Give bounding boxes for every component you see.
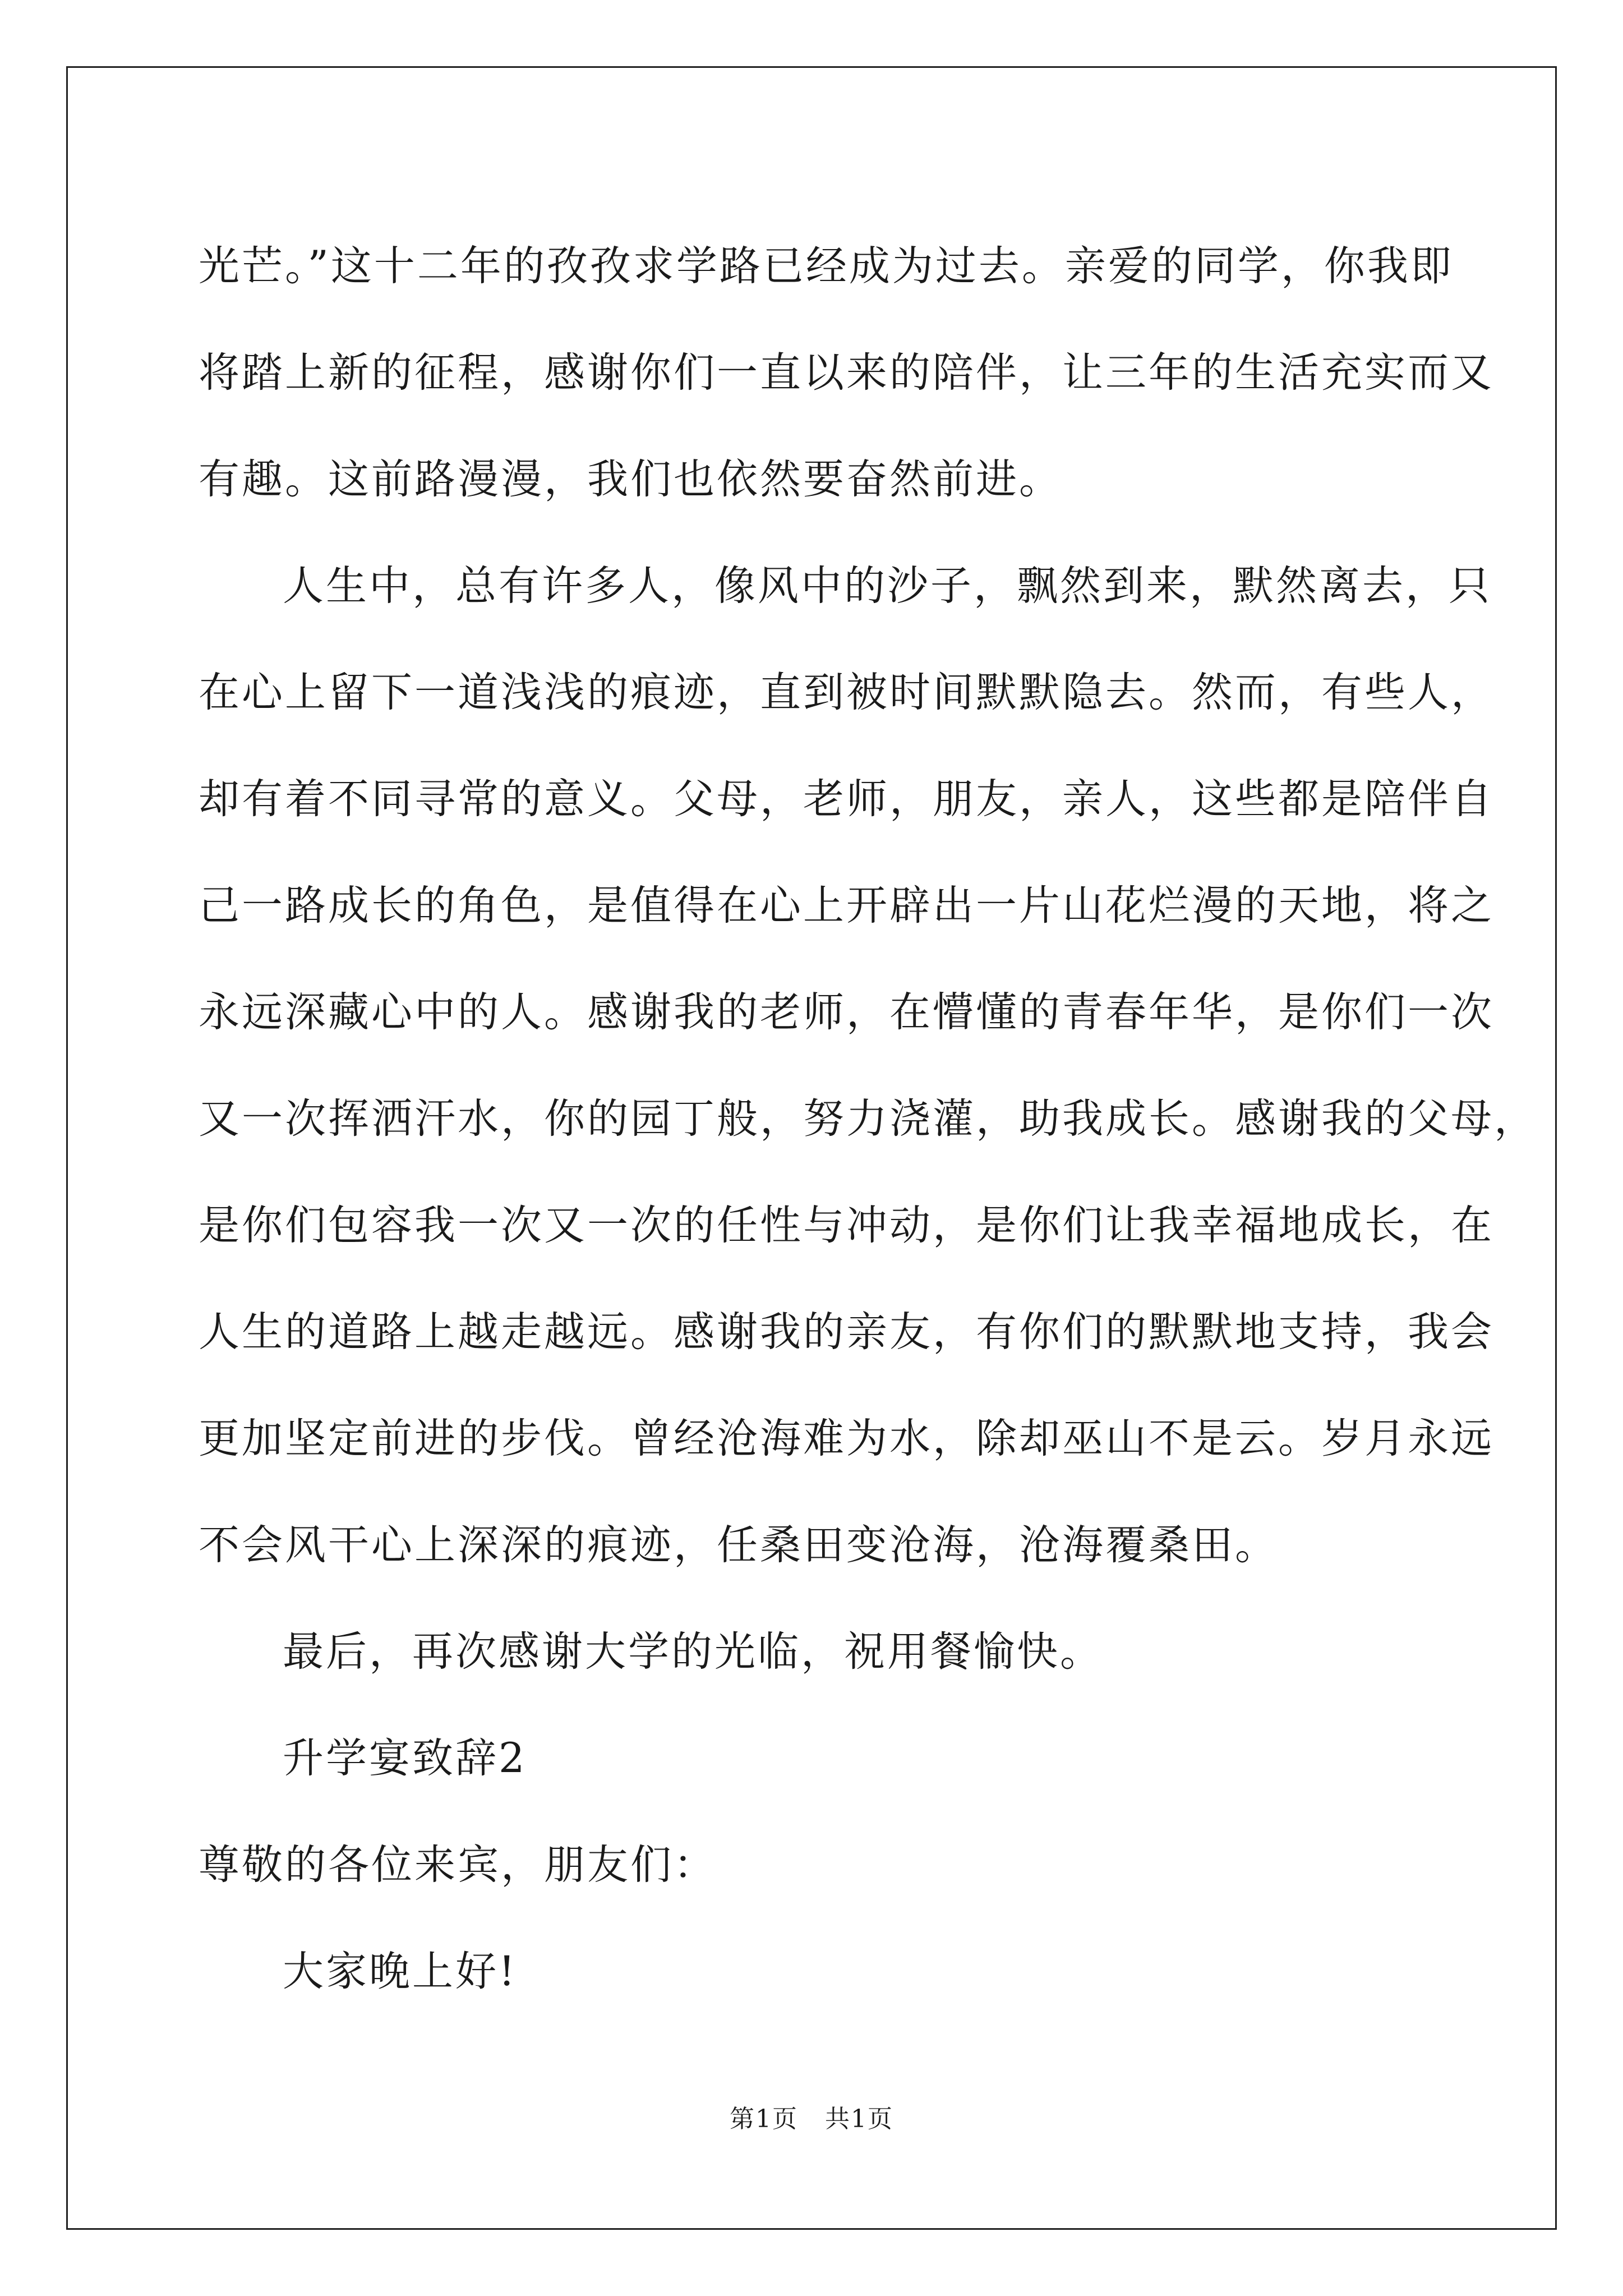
text-line: 永远深藏心中的人。感谢我的老师，在懵懂的青春年华，是你们一次 xyxy=(199,988,1494,1036)
greeting xyxy=(199,1918,1472,2025)
text-line: 人生中，总有许多人，像风中的沙子，飘然到来，默然离去，只 xyxy=(283,562,1492,610)
text-line: 有趣。这前路漫漫，我们也依然要奋然前进。 xyxy=(199,455,1062,503)
paragraph xyxy=(199,533,1537,1599)
text-line: 是你们包容我一次又一次的任性与冲动，是你们让我幸福地成长，在 xyxy=(199,1202,1494,1249)
text-line: 尊敬的各位来宾，朋友们： xyxy=(199,1841,717,1889)
text-line: 人生的道路上越走越远。感谢我的亲友，有你们的默默地支持，我会 xyxy=(199,1308,1494,1356)
paragraph xyxy=(199,213,1494,533)
page-total: 共1页 xyxy=(824,2105,893,2133)
page-footer xyxy=(0,2102,1623,2136)
text-line: 又一次挥洒汗水，你的园丁般，努力浇灌，助我成长。感谢我的父母， xyxy=(199,1095,1537,1143)
text-line: 却有着不同寻常的意义。父母，老师，朋友，亲人，这些都是陪伴自 xyxy=(199,775,1494,823)
text-line: 光芒。”这十二年的孜孜求学路已经成为过去。亲爱的同学，你我即 xyxy=(199,242,1454,290)
document-body xyxy=(199,213,1537,2025)
text-line: 大家晚上好! xyxy=(283,1948,518,1995)
text-line: 更加坚定前进的步伐。曾经沧海难为水，除却巫山不是云。岁月永远 xyxy=(199,1415,1494,1462)
page-number: 第1页 xyxy=(730,2105,799,2133)
text-line: 己一路成长的角色，是值得在心上开辟出一片山花烂漫的天地，将之 xyxy=(199,882,1494,930)
text-line: 将踏上新的征程，感谢你们一直以来的陪伴，让三年的生活充实而又 xyxy=(199,349,1494,397)
text-line: 在心上留下一道浅浅的痕迹，直到被时间默默隐去。然而，有些人， xyxy=(199,669,1494,716)
text-line: 最后，再次感谢大学的光临，祝用餐愉快。 xyxy=(283,1628,1103,1676)
section-heading xyxy=(199,1705,1472,1812)
paragraph xyxy=(199,1599,1472,1705)
salutation xyxy=(199,1812,1472,1918)
text-line: 不会风干心上深深的痕迹，任桑田变沧海，沧海覆桑田。 xyxy=(199,1521,1278,1569)
text-line: 升学宴致辞2 xyxy=(283,1734,527,1782)
